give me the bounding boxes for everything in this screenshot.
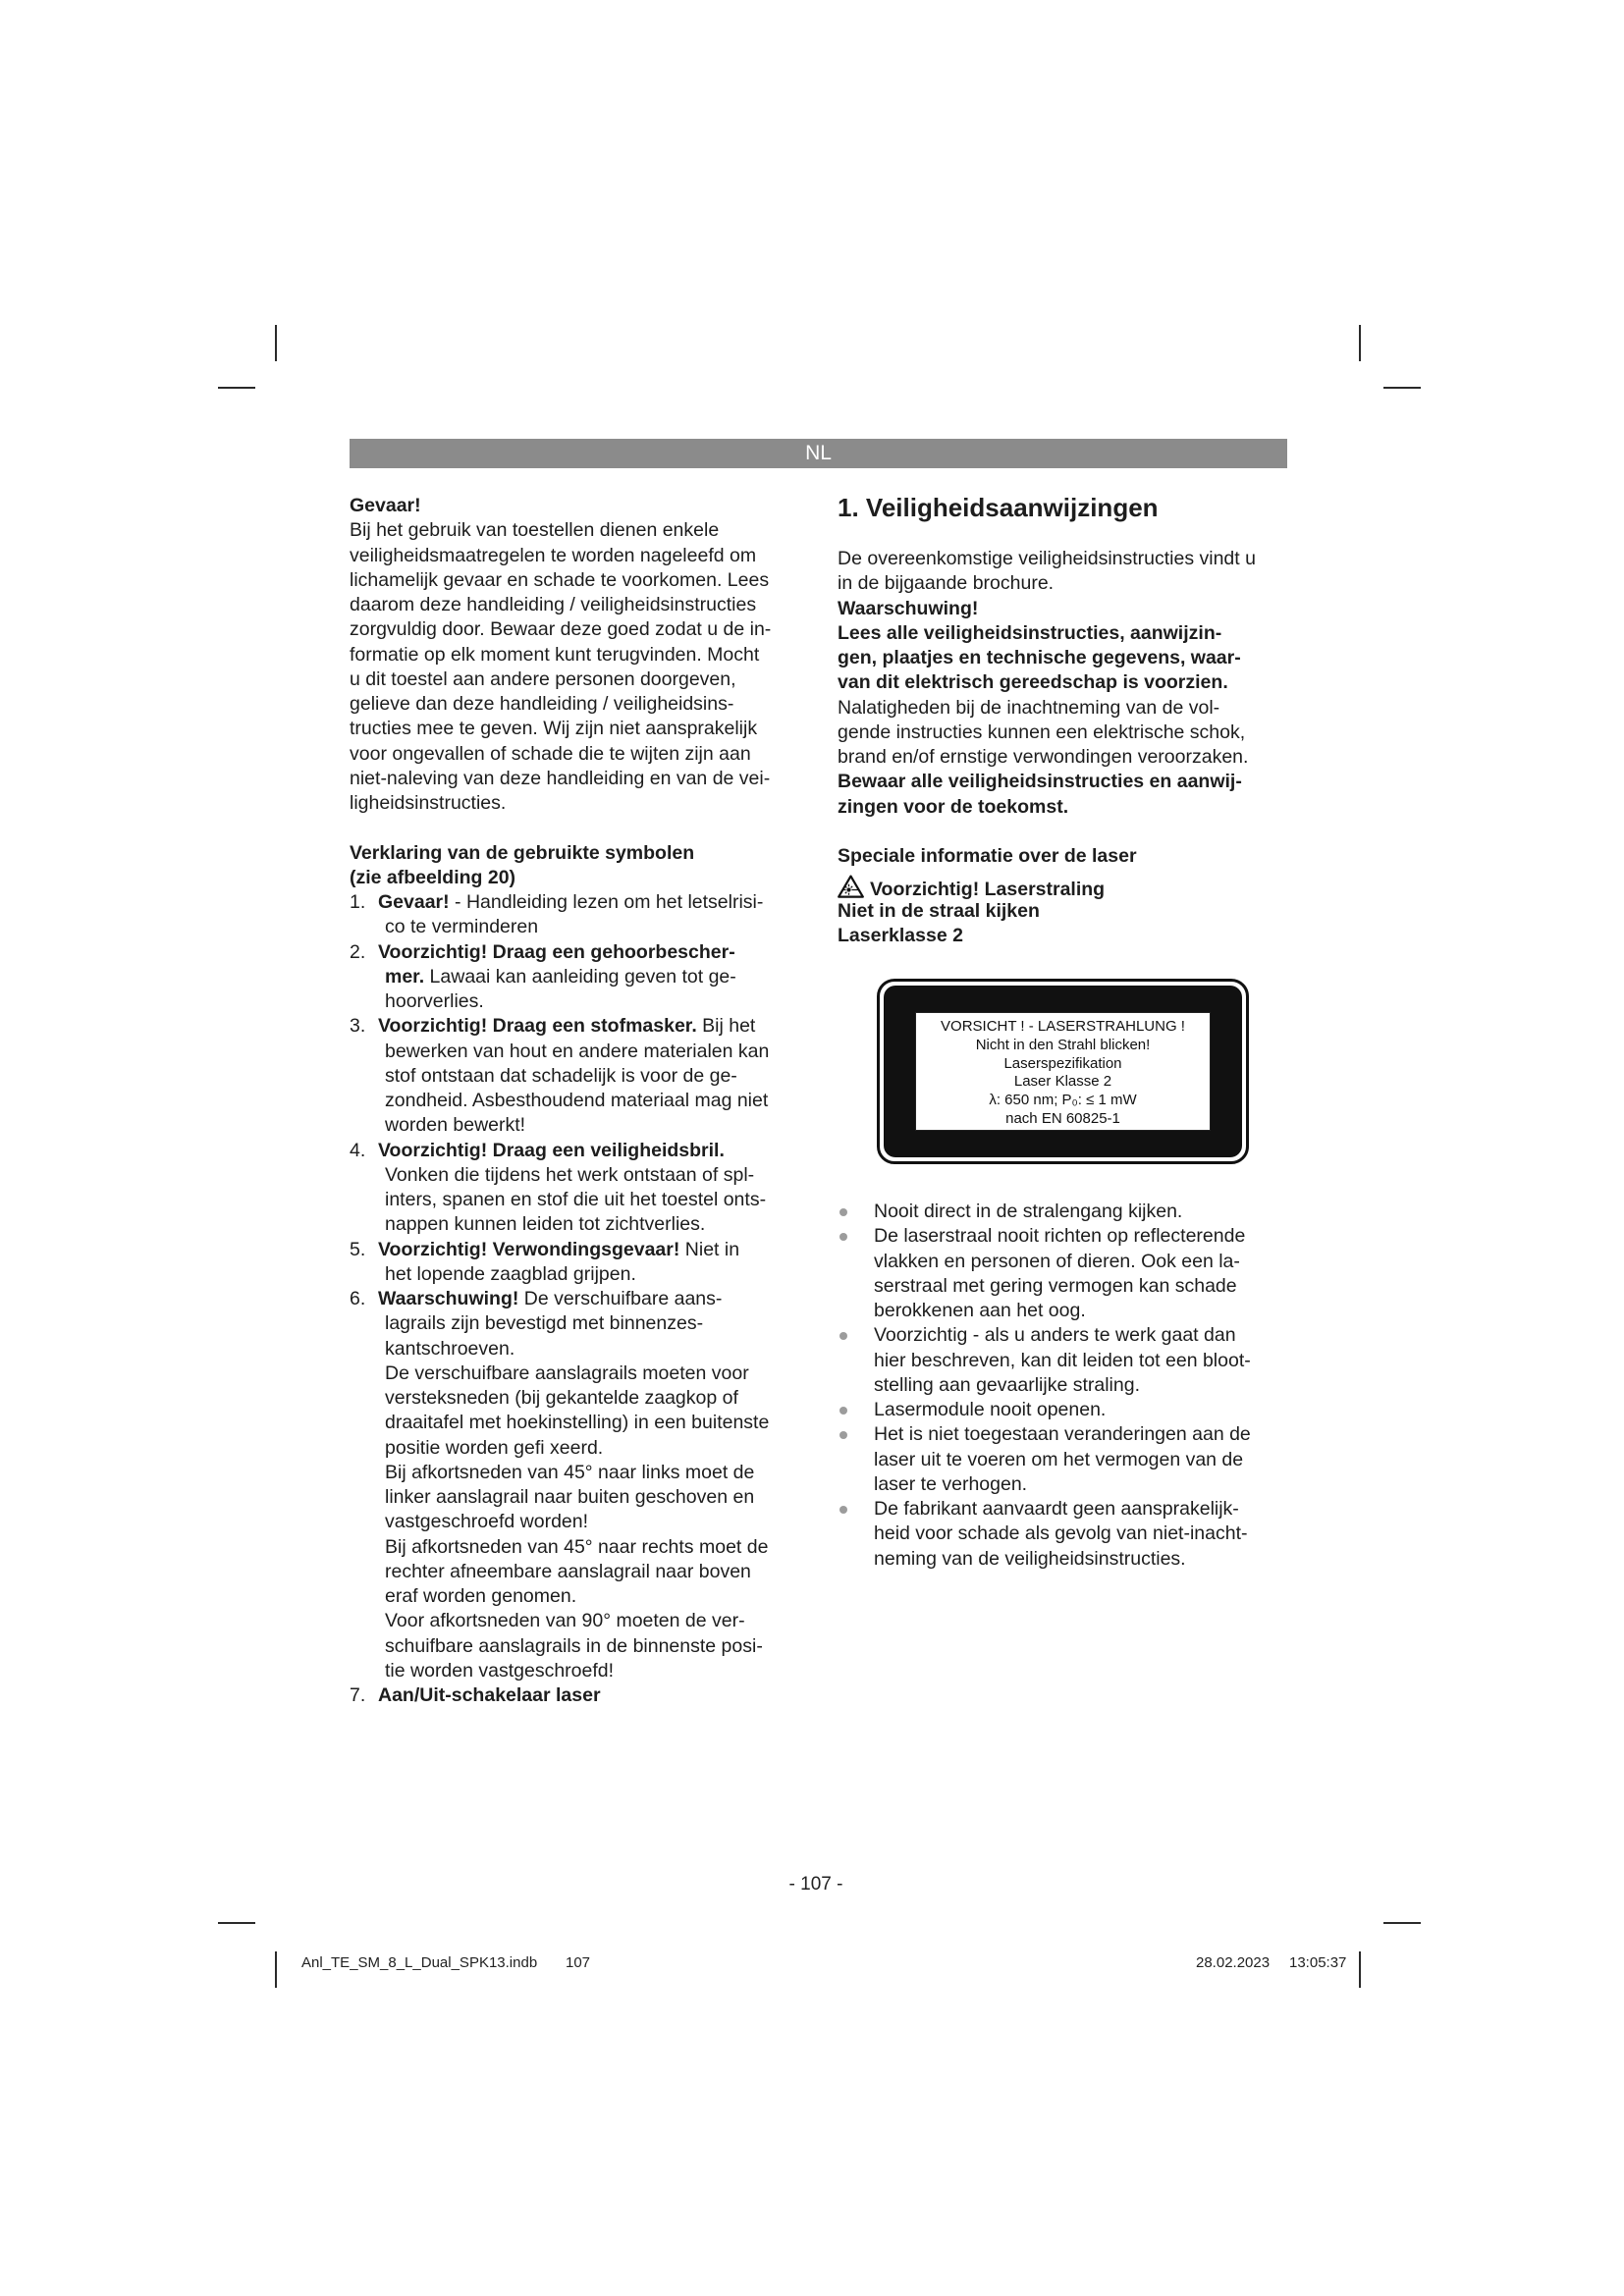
text-segment: Vonken die tijdens het werk ontstaan of spl- — [385, 1163, 755, 1186]
text-line: daarom deze handleiding / veiligheidsinstructies — [350, 594, 757, 615]
laser-label-line: VORSICHT ! - LASERSTRAHLUNG ! — [941, 1018, 1185, 1035]
text-segment: nappen kunnen leiden tot zichtverlies. — [385, 1213, 706, 1236]
laser-label-line: Nicht in den Strahl blicken! — [975, 1036, 1151, 1053]
text-line: tructies mee te geven. Wij zijn niet aansprakelijk — [350, 718, 758, 740]
text-line — [350, 1584, 797, 1609]
text-segment: kantschroeven. — [385, 1337, 515, 1360]
text-line — [350, 1510, 797, 1534]
crop-mark-bottom-left-horizontal — [218, 1922, 255, 1924]
text-line — [350, 1362, 797, 1386]
text-line: laser uit te voeren om het vermogen van de — [874, 1448, 1244, 1470]
crop-mark-top-left-horizontal — [218, 387, 255, 389]
text-segment: Nalatigheden bij de inachtneming van de vol- — [838, 696, 1220, 719]
text-line — [350, 1634, 797, 1659]
text-segment: - Handleiding lezen om het letselrisi- — [449, 891, 764, 913]
text-segment: Voor afkortsneden van 90° moeten de ver- — [385, 1610, 745, 1632]
text-segment: hoorverlies. — [385, 990, 484, 1012]
symbol-list-item — [350, 890, 797, 940]
text-line — [350, 1163, 797, 1188]
blank-line — [350, 816, 797, 840]
text-segment: eraf worden genomen. — [385, 1585, 577, 1607]
text-line — [350, 1113, 797, 1138]
text-line — [350, 1609, 797, 1633]
crop-mark-top-right-horizontal — [1383, 387, 1421, 389]
text-segment: draaitafel met hoekinstelling) in een buitenste — [385, 1412, 770, 1434]
laser-warning-line — [838, 875, 1287, 899]
text-segment: stof ontstaan dat schadelijk is voor de ge- — [385, 1064, 737, 1087]
bold-text: Lees alle veiligheidsinstructies, aanwijzin- — [838, 621, 1222, 644]
text-segment: Niet in — [679, 1238, 740, 1260]
bold-text: Voorzichtig! Verwondingsgevaar! — [378, 1238, 680, 1260]
text-line — [350, 989, 797, 1014]
section-heading: (zie afbeelding 20) — [350, 866, 516, 888]
text-line — [350, 915, 797, 939]
text-segment: zondheid. Asbesthoudend materiaal mag niet — [385, 1090, 769, 1111]
text-segment: Bij afkortsneden van 45° naar rechts moet de — [385, 1535, 769, 1558]
text-segment: Lawaai kan aanleiding geven tot ge- — [424, 965, 736, 988]
text-line — [350, 1287, 797, 1311]
text-line — [350, 1411, 797, 1435]
crop-mark-bottom-left-vertical — [275, 1951, 277, 1988]
laser-label-line: Laserspezifikation — [1003, 1054, 1122, 1072]
text-line — [350, 1064, 797, 1089]
text-line: veiligheidsmaatregelen te worden nageleefd om — [350, 544, 757, 566]
bullet-icon — [839, 1208, 847, 1216]
page-number: - 107 - — [788, 1874, 843, 1895]
text-line — [838, 571, 1287, 596]
bullet-item — [838, 1200, 1287, 1224]
blank-line — [838, 820, 1287, 844]
text-line: serstraal met gering vermogen kan schade — [874, 1274, 1237, 1297]
text-line: Het is niet toegestaan veranderingen aan de — [874, 1423, 1251, 1446]
text-segment: vastgeschroefd worden! — [385, 1511, 589, 1533]
laser-bullet-list — [838, 1200, 1287, 1572]
text-line: stelling aan gevaarlijke straling. — [874, 1373, 1140, 1396]
text-line — [350, 1139, 797, 1163]
text-line — [350, 1337, 797, 1362]
bold-text: Gevaar! — [378, 891, 450, 913]
text-line: lichamelijk gevaar en schade te voorkomen. Lees — [350, 568, 770, 591]
text-segment: linker aanslagrail naar buiten geschoven en — [385, 1486, 755, 1508]
bullet-icon — [839, 1431, 847, 1439]
text-line — [350, 1485, 797, 1510]
text-line: neming van de veiligheidsinstructies. — [874, 1547, 1186, 1570]
text-line — [350, 1014, 797, 1039]
text-line — [350, 1262, 797, 1287]
bold-text: gen, plaatjes en technische gegevens, waar- — [838, 647, 1241, 668]
text-segment: brand en/of ernstige verwondingen veroorzaken. — [838, 746, 1249, 768]
bullet-item — [838, 1422, 1287, 1497]
text-line — [838, 770, 1287, 794]
bullet-item — [838, 1398, 1287, 1422]
text-line: voor ongevallen of schade die te wijten zijn aan — [350, 742, 751, 765]
text-line — [838, 597, 1287, 621]
text-segment: Bij afkortsneden van 45° naar links moet de — [385, 1461, 755, 1483]
text-line — [350, 1238, 797, 1262]
text-line — [838, 670, 1287, 695]
text-line — [350, 1212, 797, 1237]
laser-label-line: Laser Klasse 2 — [1013, 1073, 1112, 1091]
section-title: 1. Veiligheidsaanwijzingen — [838, 493, 1159, 522]
text-line: vlakken en personen of dieren. Ook een la- — [874, 1250, 1240, 1272]
text-line — [350, 965, 797, 989]
text-line — [838, 646, 1287, 670]
laser-label-line: nach EN 60825-1 — [1005, 1109, 1120, 1127]
symbol-list-item — [350, 1014, 797, 1138]
text-line: zorgvuldig door. Bewaar deze goed zodat u de in- — [350, 618, 772, 641]
text-line — [350, 1188, 797, 1212]
text-line: Bij het gebruik van toestellen dienen enkele — [350, 519, 720, 542]
bold-text: Aan/Uit-schakelaar laser — [378, 1684, 601, 1706]
symbol-list-item — [350, 1287, 797, 1683]
list-number: 4. — [350, 1139, 366, 1161]
laser-warning-line: Niet in de straal kijken — [838, 899, 1040, 922]
bold-text: Voorzichtig! Draag een stofmasker. — [378, 1015, 697, 1038]
bullet-icon — [839, 1332, 847, 1340]
bold-text: Voorzichtig! Draag een gehoorbescher- — [378, 940, 735, 963]
list-number: 3. — [350, 1015, 366, 1038]
text-segment: in de bijgaande brochure. — [838, 572, 1055, 595]
text-line: hier beschreven, kan dit leiden tot een bloot- — [874, 1349, 1251, 1371]
text-line: Nooit direct in de stralengang kijken. — [874, 1201, 1183, 1222]
text-line: De fabrikant aanvaardt geen aansprakelijk- — [874, 1498, 1239, 1520]
text-segment: De verschuifbare aanslagrails moeten voor — [385, 1362, 749, 1384]
crop-mark-top-left-vertical — [275, 325, 277, 361]
text-line — [838, 745, 1287, 770]
text-segment: tie worden vastgeschroefd! — [385, 1659, 615, 1682]
bullet-icon — [839, 1506, 847, 1514]
bullet-item — [838, 1497, 1287, 1572]
laser-label-line: λ: 650 nm; P₀: ≤ 1 mW — [989, 1092, 1137, 1109]
bold-text: Bewaar alle veiligheidsinstructies en aanwij- — [838, 771, 1242, 793]
text-segment: co te verminderen — [385, 916, 539, 938]
text-line — [838, 795, 1287, 820]
footer-file-name: Anl_TE_SM_8_L_Dual_SPK13.indb — [301, 1954, 538, 1971]
laser-warning-triangle-icon — [838, 875, 864, 898]
text-line: laser te verhogen. — [874, 1472, 1028, 1495]
text-line — [838, 547, 1287, 571]
text-line — [838, 721, 1287, 745]
warning-heading: Gevaar! — [350, 495, 421, 516]
symbol-list-item — [350, 1238, 797, 1288]
text-line — [838, 696, 1287, 721]
text-line — [350, 1535, 797, 1560]
bold-text: zingen voor de toekomst. — [838, 795, 1069, 818]
text-segment: De verschuifbare aans- — [518, 1288, 723, 1309]
bullet-icon — [839, 1233, 847, 1241]
laser-label-panel — [915, 1012, 1211, 1131]
text-line: formatie op elk moment kunt terugvinden. Mocht — [350, 643, 760, 666]
bold-text: Waarschuwing! — [378, 1288, 519, 1309]
text-line — [350, 940, 797, 965]
text-line — [350, 1436, 797, 1461]
laser-class-line: Laserklasse 2 — [838, 924, 963, 946]
text-line: berokkenen aan het oog. — [874, 1300, 1086, 1321]
text-line: ligheidsinstructies. — [350, 792, 507, 814]
bullet-item — [838, 1224, 1287, 1323]
crop-mark-top-right-vertical — [1359, 325, 1361, 361]
footer-file-page: 107 — [566, 1954, 591, 1971]
text-segment: bewerken van hout en andere materialen kan — [385, 1040, 770, 1062]
laser-section-heading: Speciale informatie over de laser — [838, 845, 1137, 867]
bold-text: mer. — [385, 965, 425, 988]
text-line: De laserstraal nooit richten op reflecterende — [874, 1225, 1246, 1248]
text-segment: De overeenkomstige veiligheidsinstructies vindt u — [838, 548, 1256, 569]
section-heading: Verklaring van de gebruikte symbolen — [350, 841, 695, 864]
crop-mark-bottom-right-vertical — [1359, 1951, 1361, 1988]
text-segment: Bij het — [696, 1015, 756, 1038]
list-number: 7. — [350, 1684, 366, 1706]
text-line — [350, 890, 797, 915]
text-segment: inters, spanen en stof die uit het toestel onts- — [385, 1189, 767, 1210]
footer-time: 13:05:37 — [1289, 1954, 1347, 1971]
text-segment: het lopende zaagblad grijpen. — [385, 1262, 636, 1285]
text-line: Lasermodule nooit openen. — [874, 1399, 1107, 1420]
footer-date: 28.02.2023 — [1196, 1954, 1271, 1971]
bold-text: Waarschuwing! — [838, 597, 979, 619]
text-segment: worden bewerkt! — [385, 1114, 526, 1137]
text-line — [350, 1089, 797, 1113]
bullet-item — [838, 1323, 1287, 1398]
safety-intro — [838, 547, 1287, 869]
bold-text: van dit elektrisch gereedschap is voorzien. — [838, 671, 1228, 694]
laser-warning-text: Voorzichtig! Laserstraling — [870, 879, 1106, 900]
crop-mark-bottom-right-horizontal — [1383, 1922, 1421, 1924]
list-number: 2. — [350, 940, 366, 963]
list-number: 1. — [350, 891, 366, 913]
text-segment: schuifbare aanslagrails in de binnenste posi- — [385, 1634, 763, 1657]
text-line — [350, 1560, 797, 1584]
text-segment: lagrails zijn bevestigd met binnenzes- — [385, 1312, 704, 1335]
text-line — [350, 1659, 797, 1683]
text-segment: versteksneden (bij gekantelde zaagkop of — [385, 1387, 738, 1409]
list-number: 6. — [350, 1288, 366, 1309]
text-line: Voorzichtig - als u anders te werk gaat dan — [874, 1324, 1236, 1347]
text-line — [350, 1386, 797, 1411]
symbol-list-item — [350, 940, 797, 1015]
list-number: 5. — [350, 1238, 366, 1260]
text-line — [350, 1461, 797, 1485]
left-column — [350, 494, 797, 1708]
symbol-list-item — [350, 1683, 797, 1708]
text-line: u dit toestel aan andere personen doorgeven, — [350, 667, 736, 690]
text-line — [838, 621, 1287, 646]
bullet-icon — [839, 1407, 847, 1415]
text-line — [350, 1311, 797, 1336]
text-segment: gende instructies kunnen een elektrische schok, — [838, 721, 1246, 743]
text-segment: rechter afneembare aanslagrail naar boven — [385, 1560, 751, 1582]
symbol-list-item — [350, 1139, 797, 1238]
text-line: niet-naleving van deze handleiding en van de vei- — [350, 767, 771, 789]
laser-warning — [838, 875, 1287, 947]
language-header-bar — [350, 439, 1287, 468]
text-line — [350, 1683, 797, 1708]
text-line: gelieve dan deze handleiding / veiligheidsins- — [350, 693, 734, 715]
text-segment: positie worden gefi xeerd. — [385, 1436, 604, 1459]
bold-text: Voorzichtig! Draag een veiligheidsbril. — [378, 1139, 725, 1161]
language-code: NL — [805, 442, 832, 464]
text-line — [350, 1040, 797, 1064]
text-line: heid voor schade als gevolg van niet-inacht- — [874, 1522, 1248, 1545]
